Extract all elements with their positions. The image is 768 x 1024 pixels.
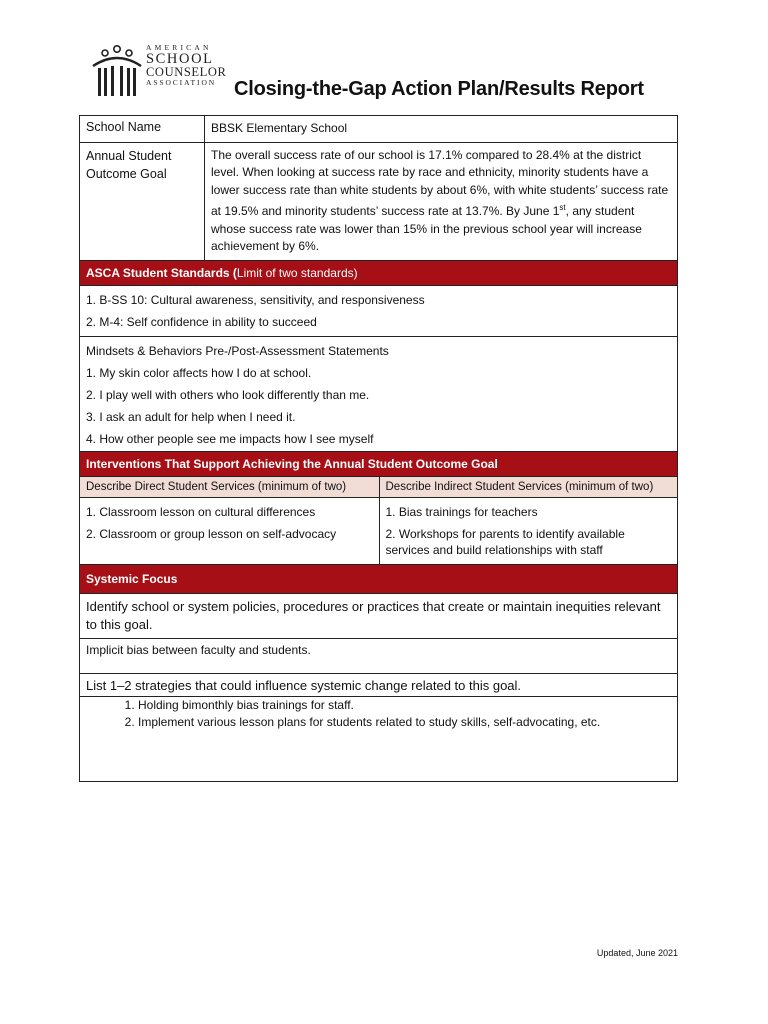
goal-text-main: The overall success rate of our school is 17.1% compared to 28.4% at the district level. When looking at success rate by race and ethnicity, minority students have a lower success rate than white students by about 6%, with white students’ success rate at 19.5% and minority students’ success rate at 13.7%. By June 1 — [211, 147, 669, 218]
mindset-item: 4. How other people see me impacts how I see myself — [86, 431, 374, 446]
page-title: Closing-the-Gap Action Plan/Results Report — [234, 78, 644, 100]
strategy-item: 2. Implement various lesson plans for students related to study skills, self-advocating, etc. — [138, 714, 671, 731]
logo-text-school: SCHOOL — [146, 50, 214, 67]
indirect-service-item: 2. Workshops for parents to identify available services and build relationships with staff — [385, 526, 625, 557]
services-row — [80, 498, 677, 565]
goal-text-sup: st — [559, 203, 566, 212]
systemic-prompt-policies: Identify school or system policies, procedures or practices that create or maintain inequities relevant to this goal. — [80, 594, 677, 639]
mindset-item: 2. I play well with others who look differently than me. — [86, 387, 370, 402]
logo-text-counselor: COUNSELOR — [146, 65, 227, 79]
school-name-value: BBSK Elementary School — [211, 121, 348, 135]
logo-text-association: ASSOCIATION — [146, 77, 217, 87]
standards-list — [80, 286, 677, 337]
direct-services-label: Describe Direct Student Services (minimum of two) — [86, 480, 347, 493]
standard-item: 2. M-4: Self confidence in ability to succeed — [86, 314, 317, 329]
goal-text-end: , any student whose success rate was lower than 15% in the previous school year will increase achievement by 6%. — [211, 204, 642, 253]
goal-row — [80, 143, 677, 261]
mindsets-heading: Mindsets & Behaviors Pre-/Post-Assessment Statements — [86, 343, 389, 358]
services-header-row — [80, 477, 677, 498]
systemic-focus-header: Systemic Focus — [80, 565, 677, 594]
mindsets-section — [80, 337, 677, 452]
goal-label: Annual Student Outcome Goal — [80, 143, 205, 260]
systemic-answer-policies: Implicit bias between faculty and students. — [80, 639, 677, 674]
indirect-services-label: Describe Indirect Student Services (minimum of two) — [379, 477, 678, 497]
standard-item: 1. B-SS 10: Cultural awareness, sensitivity, and responsiveness — [86, 292, 425, 307]
indirect-services — [379, 498, 678, 564]
standards-header-bold: ASCA Student Standards ( — [86, 265, 237, 280]
footer-updated: Updated, June 2021 — [596, 948, 678, 958]
mindset-item: 1. My skin color affects how I do at school. — [86, 365, 312, 380]
direct-service-item: 1. Classroom lesson on cultural differences — [86, 504, 316, 519]
action-plan-table — [79, 115, 678, 782]
interventions-header: Interventions That Support Achieving the Annual Student Outcome Goal — [80, 452, 677, 477]
mindset-item: 3. I ask an adult for help when I need it. — [86, 409, 296, 424]
direct-services — [80, 498, 379, 564]
asca-logo — [90, 44, 230, 102]
systemic-prompt-strategies: List 1–2 strategies that could influence systemic change related to this goal. — [80, 677, 677, 697]
indirect-service-item: 1. Bias trainings for teachers — [385, 504, 538, 519]
standards-header-light: Limit of two standards) — [236, 265, 358, 280]
standards-header — [80, 261, 677, 286]
school-name-label: School Name — [80, 116, 205, 142]
direct-service-item: 2. Classroom or group lesson on self-advocacy — [86, 526, 337, 541]
school-name-row — [80, 116, 677, 143]
asca-logo-icon — [90, 44, 144, 100]
logo-text-american: AMERICAN — [146, 43, 212, 52]
goal-text — [205, 143, 677, 260]
strategy-item: 1. Holding bimonthly bias trainings for staff. — [138, 697, 671, 714]
strategies-list — [86, 697, 671, 731]
systemic-strategies-section — [80, 674, 677, 781]
